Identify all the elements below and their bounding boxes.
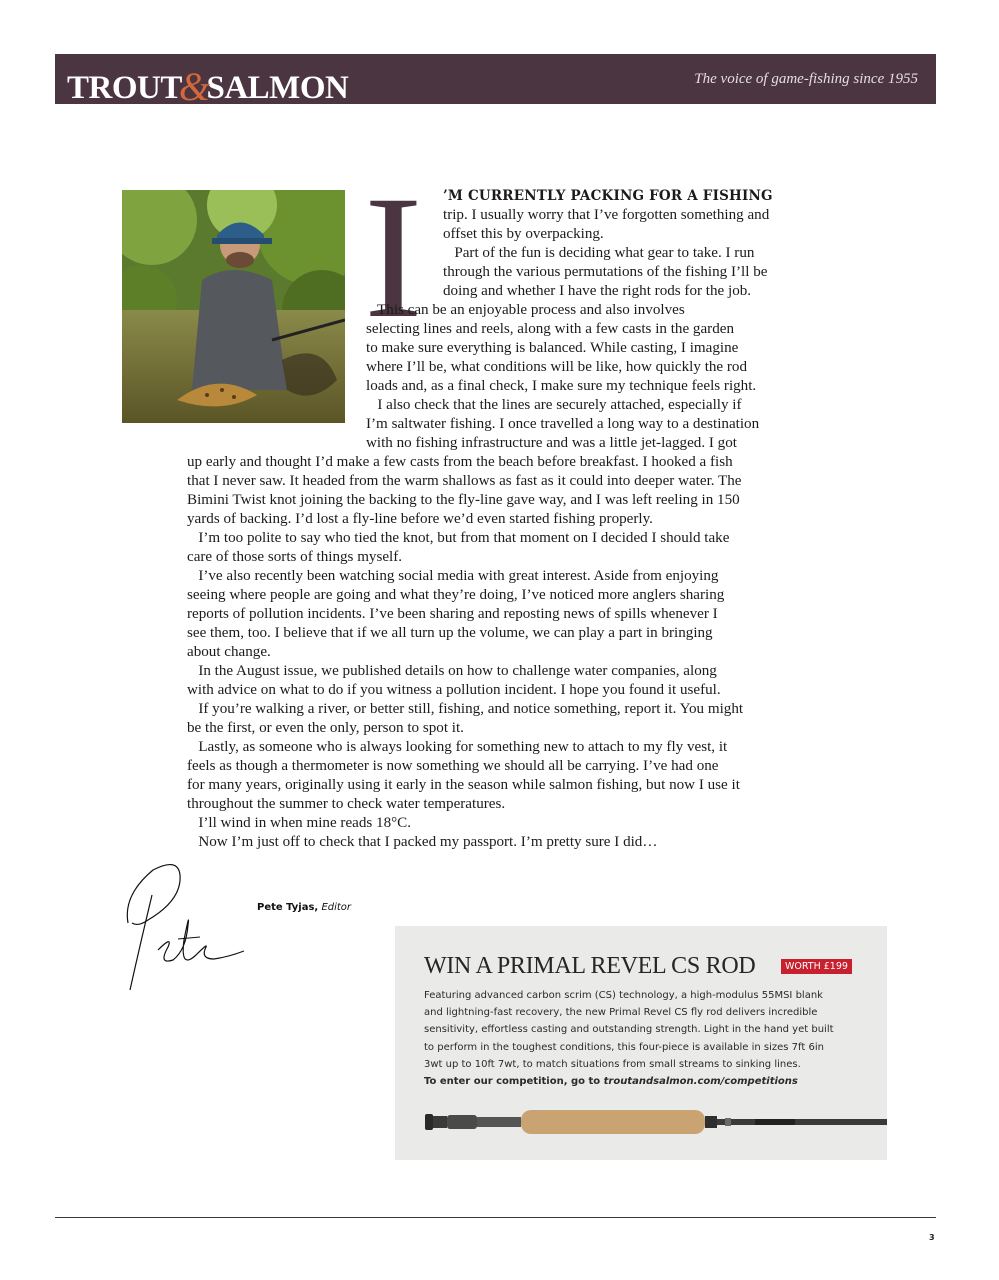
article-line: be the first, or even the only, person to spot it. xyxy=(187,720,464,736)
competition-link[interactable]: troutandsalmon.com/competitions xyxy=(603,1076,798,1088)
editor-byline xyxy=(257,902,351,913)
article-line: up early and thought I’d make a few casts from the beach before breakfast. I hooked a fish xyxy=(187,454,733,470)
article-line: I’ve also recently been watching social media with great interest. Aside from enjoying xyxy=(187,568,719,584)
angler-with-trout-image xyxy=(122,190,345,423)
article-line: with advice on what to do if you witness a pollution incident. I hope you found it useful. xyxy=(187,682,721,698)
article-line: I’m too polite to say who tied the knot, but from that moment on I decided I should take xyxy=(187,530,730,546)
article-line: Now I’m just off to check that I packed my passport. I’m pretty sure I did… xyxy=(187,834,658,850)
article-line: This can be an enjoyable process and also involves xyxy=(366,302,685,318)
logo-salmon: SALMON xyxy=(206,70,349,106)
page-number: 3 xyxy=(929,1233,935,1242)
article-line: trip. I usually worry that I’ve forgotten something and xyxy=(443,207,770,223)
logo-trout: TROUT xyxy=(67,70,182,106)
article-line: through the various permutations of the fishing I’ll be xyxy=(443,264,768,280)
article-line: with no fishing infrastructure and was a little jet-lagged. I got xyxy=(366,435,737,451)
cta-prefix: To enter our competition, go to xyxy=(424,1076,604,1088)
article-line: selecting lines and reels, along with a few casts in the garden xyxy=(366,321,734,337)
footer-rule xyxy=(55,1217,936,1218)
article-line: I’ll wind in when mine reads 18°C. xyxy=(187,815,412,831)
masthead-tagline: The voice of game-fishing since 1955 xyxy=(694,71,918,87)
editor-role: Editor xyxy=(321,902,352,913)
article-line: care of those sorts of things myself. xyxy=(187,549,403,565)
article-line: seeing where people are going and what they’re doing, I’ve noticed more anglers sharing xyxy=(187,587,725,603)
article-line: about change. xyxy=(187,644,271,660)
article-line: Part of the fun is deciding what gear to take. I run xyxy=(443,245,755,261)
competition-line: sensitivity, effortless casting and outstanding strength. Light in the hand yet built xyxy=(424,1024,834,1036)
article-line: If you’re walking a river, or better still, fishing, and notice something, report it. You might xyxy=(187,701,744,717)
worth-badge: WORTH £199 xyxy=(781,959,852,974)
article-line: where I’ll be, what conditions will be like, how quickly the rod xyxy=(366,359,748,375)
article-line: that I never saw. It headed from the warm shallows as fast as it could into deeper water. The xyxy=(187,473,742,489)
brand-logo[interactable] xyxy=(67,61,348,108)
article-line: reports of pollution incidents. I’ve been sharing and reposting news of spills whenever I xyxy=(187,606,718,622)
competition-line: 3wt up to 10ft 7wt, to match situations from small streams to sinking lines. xyxy=(424,1058,801,1070)
article-line: see them, too. I believe that if we all turn up the volume, we can play a part in bringing xyxy=(187,625,713,641)
lead-in: ’M CURRENTLY PACKING FOR A FISHING xyxy=(443,188,773,204)
article-line: Bimini Twist knot joining the backing to the fly-line gave way, and I was left reeling in 150 xyxy=(187,492,740,508)
article-line: feels as though a thermometer is now something we should all be carrying. I’ve had one xyxy=(187,758,719,774)
competition-line: to perform in the toughest conditions, this four-piece is available in sizes 7ft 6in xyxy=(424,1041,824,1053)
masthead xyxy=(55,54,936,109)
competition-title: WIN A PRIMAL REVEL CS ROD xyxy=(424,953,756,979)
competition-line: Featuring advanced carbon scrim (CS) technology, a high-modulus 55MSI blank xyxy=(424,990,823,1001)
article-line: Lastly, as someone who is always looking for something new to attach to my fly vest, it xyxy=(187,739,728,755)
editor-signature xyxy=(118,855,253,1000)
article-line: throughout the summer to check water temperatures. xyxy=(187,796,506,812)
article-line: to make sure everything is balanced. While casting, I imagine xyxy=(366,340,739,356)
article-line: loads and, as a final check, I make sure my technique feels right. xyxy=(366,378,757,394)
article-line xyxy=(443,187,773,206)
competition-body xyxy=(424,987,834,1090)
logo-ampersand: & xyxy=(178,64,210,109)
article-line: offset this by overpacking. xyxy=(443,226,604,242)
editor-name: Pete Tyjas, xyxy=(257,902,319,913)
article-line: I’m saltwater fishing. I once travelled a long way to a destination xyxy=(366,416,760,432)
fly-rod-image xyxy=(425,1104,887,1140)
article-line: for many years, originally using it early in the season while salmon fishing, but now I use it xyxy=(187,777,740,793)
article-line: doing and whether I have the right rods for the job. xyxy=(443,283,752,299)
article-line: In the August issue, we published details on how to challenge water companies, along xyxy=(187,663,717,679)
competition-line: and lightning-fast recovery, the new Primal Revel CS fly rod delivers incredible xyxy=(424,1007,818,1019)
article-line: yards of backing. I’d lost a fly-line before we’d even started fishing properly. xyxy=(187,511,653,527)
article-line: I also check that the lines are securely attached, especially if xyxy=(366,397,742,413)
drop-cap: I xyxy=(364,160,423,355)
competition-cta xyxy=(424,1073,834,1090)
editor-photo xyxy=(122,190,345,423)
